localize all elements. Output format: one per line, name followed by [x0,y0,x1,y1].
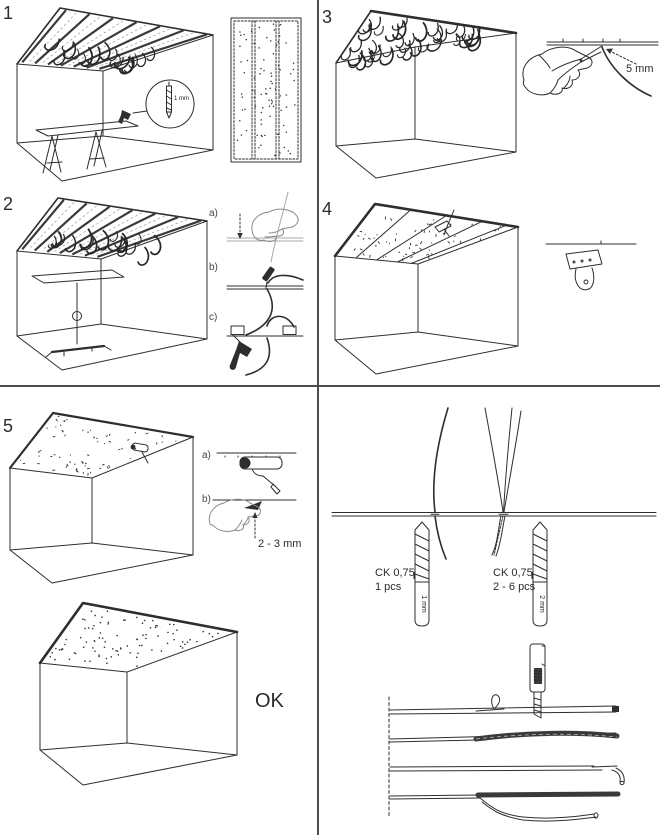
hand-icon [523,47,592,95]
finished-ceiling-dots [50,610,219,667]
detail-b-plug-wire [209,262,303,335]
sub-label-b: b) [202,494,211,505]
ok-label: OK [255,690,284,712]
cable-strip-stage-4 [390,794,618,821]
step2-room-illustration [17,198,207,370]
sub-label-a: a) [209,208,218,219]
wire-bundle [485,408,521,556]
perforated-panel [231,18,301,162]
multi-wire-qty: 2 - 6 pcs [493,581,536,593]
step5-room-illustration [10,413,193,583]
sub-label-a: a) [202,450,211,461]
drill-tool-icon [230,335,252,370]
step2-panel [0,186,318,386]
step5-panel [0,386,318,835]
hand-icon [252,209,298,241]
scraper-icon [566,250,602,290]
up-arrow-icon [252,512,257,518]
detail-scraper [546,241,636,290]
single-wire [434,408,448,559]
hanging-wire-hooks [46,228,164,266]
step1-number: 1 [3,3,14,23]
drill-detail-circle [133,80,194,128]
detail-cut-wire [523,39,658,96]
single-wire-code: CK 0,75 [375,567,415,579]
roller-on-ceiling-icon [131,443,149,463]
multi-wire-code: CK 0,75 [493,567,533,579]
step3-number: 3 [322,7,333,27]
detail-a-roller [202,450,296,494]
step2-number: 2 [3,194,14,214]
parts-panel [318,386,660,835]
drill-bit-icon [167,82,172,118]
step3-panel [318,0,660,190]
sub-label-c: c) [209,312,218,323]
drill-2mm-label: 2 mm [538,595,545,613]
step1-panel [0,0,318,186]
cable-strip-stage-1 [390,695,619,714]
step4-room-illustration [335,204,518,374]
detail-b-trim [202,494,301,550]
hand-icon [209,499,260,531]
step4-number: 4 [322,199,333,219]
drill-bit-1mm-icon [414,522,430,626]
ceiling-joists [22,10,207,69]
step3-room-illustration [336,11,516,178]
arrow-icon [606,49,613,55]
worktable [36,121,138,173]
trim-length-label: 2 - 3 mm [258,538,302,550]
plug-icon [262,266,276,282]
sub-label-b: b) [209,262,218,273]
single-wire-qty: 1 pcs [375,581,402,593]
step5-number: 5 [3,416,14,436]
detail-c-drill-under-panel [209,312,303,375]
paint-roller-icon [240,457,283,494]
step1-room-illustration [17,8,213,181]
panel-lifter [32,270,124,357]
drill-bit-2mm-icon [532,522,548,626]
cable-strip-stage-2 [390,733,617,742]
step4-panel [318,190,660,386]
finished-room-illustration [40,603,237,785]
cable-stripping-diagram [389,644,624,821]
cable-strip-stage-3 [390,766,624,785]
drill-1mm-label: 1 mm [420,595,427,613]
drill-size-label: 1 mm [174,96,189,102]
detail-a-push-wire [209,192,303,262]
cut-length-label: 5 mm [626,63,654,75]
panel-perforations [237,23,296,156]
wire-through-ceiling-diagram [332,408,656,626]
